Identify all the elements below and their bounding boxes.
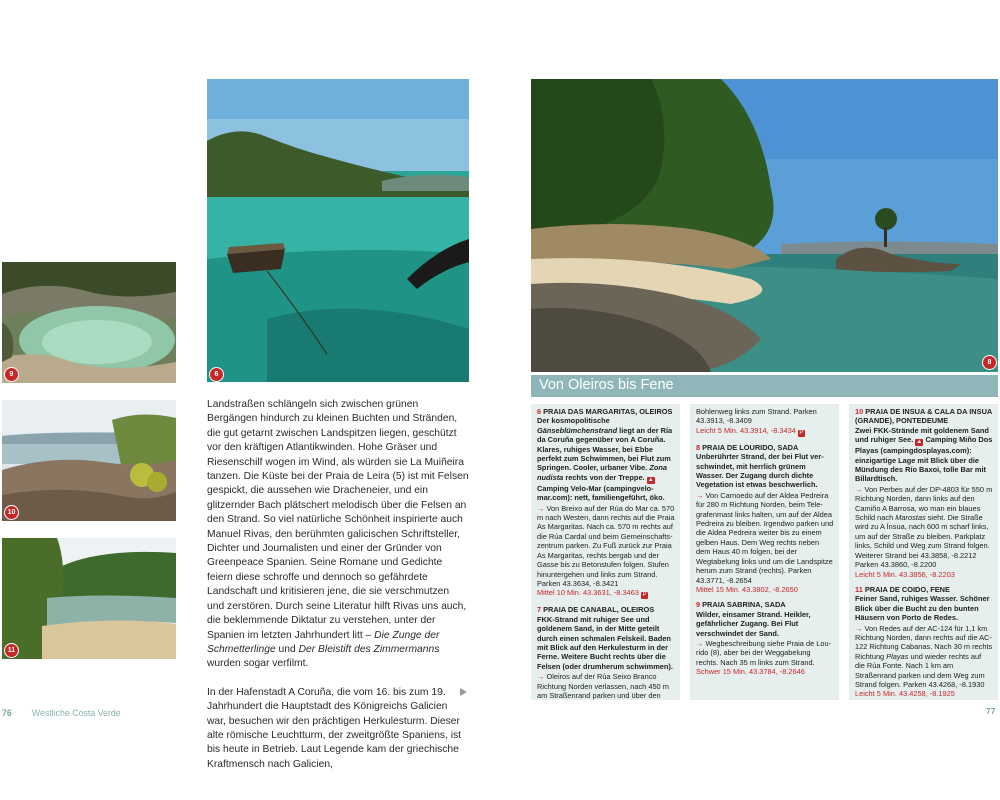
directions-text: Von Redes auf der AC-124 für 1,1 km Richtung Norden, dann rechts auf die AC-122 Richtung Cabanas. Nach 30 m rechts Richtung [855,623,993,661]
photo-badge: 6 [209,367,224,382]
entry-number: 9 [696,600,701,610]
body-text-run: Landstraßen schlängeln sich zwischen grünen Bergängen hindurch zu kleinen Buchten und Stränden, die gut getarnt zwischen Landspitzen liegen, geschützt vor den kräftigen Atlantikwinden. Hohe Gräser und Riesenschilf wogen im Wind, als würden sie La Muiñeira tanzen. Die Küste bei der Praia de Leira (5) ist mit Felsen gespickt, die aussehen wie Dracheneier, und ein glitzernder Bach plätschert melodisch über die Felsen an den Strand. So viel natürliche Schönheit inspirierte auch Manuel Rivas, den berühmten galicischen Schriftsteller, Dichter und Journalisten und einer der Gründer von Greenpeace Spanien. Seine Romane und Gedichte feiern diese schroffe und dennoch so gefährdete Landschaft und kritisieren jene, die sie verschmutzen und zerstören. Durch seine Literatur hilft Rivas uns auch, die beklemmende Diktatur zu verstehen, unter der Spanien im letzten Jahrhundert litt – [207,399,469,641]
photo-badge: 9 [4,367,19,382]
entry-text-italic: Marostas [895,513,926,523]
difficulty-text: Mittel 10 Min. 43.3631, -8.3463 [537,588,639,598]
directions-text: Von Perbes auf der DP-4803 für 550 m Richtung Norden, dann links auf den Camiño A Barrosa, wo man ein blaues Schild nach [855,484,993,523]
arrow-icon: → [537,503,545,513]
arrow-icon: → [696,490,704,500]
entry-number: 11 [855,584,863,594]
entry-description: Unberührter Strand, der bei Flut verschwindet, mit herrlich grünem Wasser. Der Zugang durch dichte Vegetation ist etwas beschwerlich. [696,452,824,490]
arrow-icon: → [855,623,863,633]
entry-text-italic: Zona nudista [537,463,668,482]
directions-text: Bohlenweg links zum Strand. Parken 43.3913, -8.3409 [696,407,817,426]
footer-left [2,708,121,718]
directions-text: und wieder rechts auf die Rúa Fonte. Nach 1 km am Straßenrand parken und dem Weg zum Strand folgen. Parken 43.4268, -8.1930 [855,651,985,689]
entry-difficulty: Mittel 15 Min. 43.3802, -8.2650 [696,584,798,594]
entry-text-run: Der kosmopolitische [537,416,610,426]
entry-description [537,416,675,502]
page-number-left: 76 [2,708,12,718]
camping-tent-icon: ▲ [647,476,654,483]
entry-text-italic: Gänseblümchenstrand [537,425,618,435]
entry-difficulty [537,588,675,599]
body-paragraph: In der Hafenstadt A Coruña, die vom 16. bis zum 19. Jahrhundert die Hauptstadt des Königreichs Galicien war, besuchen wir den prächtigen Herkulesturm. Dieser alte römische Leuchtturm, der zweitgrößte Spaniens, ist bis heute in Betrieb. Laut Legende kam der griechische Kraftmensch nach Galicien, [207,686,462,770]
entry-description: FKK-Strand mit ruhiger See und goldenem Sand, in der Mitte geteilt durch einen schmalen Felskeil. Baden mit Blick auf den Herkulesturm in der Ferne. Weitere Bucht rechts über die Felsen (oder drumherum schwimmen). [537,614,673,671]
entry-title: PRAIA DE INSUA & CALA DA INSUA (GRANDE), PONTEDEUME [855,407,992,426]
entry-text-run: rechts von der Treppe. [563,472,647,482]
photo-oleiros-coast [531,79,998,372]
entry-text-run: Zwei FKK-Strände mit goldenem Sand und ruhiger See. [855,425,989,445]
listing-column-1 [531,404,680,700]
listing-column-3 [849,404,998,700]
entry-title: PRAIA DAS MARGARITAS, OLEIROS [543,407,673,416]
arrow-icon: → [537,672,545,682]
entry-text-run: liegt an der Ría da Coruña gegenüber von A Coruña. Klares, ruhiges Wasser, bei Ebbe perfekt zum Schwimmen, bei Flut zum Springen. Cooler, urbaner Vibe. [537,425,673,473]
directions-text: sieht. Die Straße wird zu A Ínsua, nach 600 m scharf links, um auf der Straße zu bleiben. Parkplatz links. Schild und Weg zum Strand folgen. Weiterer Strand bei 43.3858, -8.2212 Parken 43.3860, -8.2200 [855,513,990,570]
section-banner [531,375,998,397]
parking-icon: P [642,592,647,599]
arrow-icon: → [696,638,704,648]
camping-info: Camping Velo-Mar (campingvelo-mar.com): nett, familiengeführt, öko. [537,483,665,503]
photo-badge: 8 [982,355,997,370]
camping-tent-icon: ▲ [916,439,923,446]
body-text-run: wurden sogar verfilmt. [207,658,309,670]
banner-title: Von Oleiros bis Fene [539,377,674,393]
body-paragraph [207,398,469,672]
difficulty-text: Leicht 5 Min. 43.3914, -8.3434 [696,425,796,435]
entry-text-italic: Playas [886,651,909,661]
entry-title: PRAIA DE LOURIDO, SADA [702,442,799,452]
entry-directions [696,639,834,667]
entry-heading [537,605,675,614]
photo-badge: 10 [4,505,19,520]
body-text-run: und [275,643,299,655]
page-number-right: 77 [986,706,996,716]
entry-directions [537,504,675,589]
directions-text: Von Breixo auf der Rúa do Mar ca. 570 m nach Westen, dann rechts auf die Praia As Margaritas. Nach ca. 570 m rechts auf die Rúa Cardal und beim Gemeinschaftszentrum parken. Zu Fuß zurück zur Praia As Margaritas, rechts bergab und der Gasse bis zu Betonstufen folgen. Stufen hinuntergehen und links zum Strand. Parken 43.3634, -8.3421 [537,503,675,588]
section-title: Westliche Costa Verde [31,708,121,718]
entry-heading [696,443,834,452]
photo-cove-sand [2,538,176,659]
entry-difficulty: Leicht 5 Min. 43.3856, -8.2203 [855,569,955,579]
photo-beach-pool [2,262,176,383]
entry-number: 8 [696,442,701,452]
photo-rocky-coast [2,400,176,521]
continue-arrow-icon [460,688,467,696]
entry-directions [696,491,834,585]
body-text [207,398,469,772]
entry-difficulty: Schwer 15 Min. 43.3784, -8.2646 [696,667,805,677]
entry-number: 6 [537,407,542,416]
entry-title: PRAIA DE COIDO, FENE [864,584,950,594]
listing-entry [696,600,834,676]
entry-difficulty: Leicht 5 Min. 43.4258, -8.1925 [855,689,955,699]
listing-column-2 [690,404,839,700]
book-title: Die Zunge der Schmetterlinge [207,629,440,655]
directions-text: Wegbeschreibung siehe Praia de Lourido (8), aber bei der Weggabelung rechts. Nach 35 m links zum Strand. [696,638,832,667]
directions-text: Von Carnoedo auf der Aldea Pedreira für 280 m Richtung Norden, beim Telegrafenmast links halten, um auf der Aldea Pedreira zu bleiben. Irgendwo parken und die Aldea Pedreira weiter bis zu einem gelben Haus. Dem Weg rechts neben dem Haus 40 m folgen, bei der Wegtabelung links und um die Landspitze herum zum Strand (rechts). Parken 43.3771, -8.2654 [696,490,834,585]
entry-directions [855,624,993,690]
book-title: Der Bleistift des Zimmermanns [298,643,440,655]
entry-heading [537,407,675,416]
directions-text: Oleiros auf der Rúa Seixo Branco Richtung Norden verlassen, nach 450 m am Straßenrand parken und über den [537,672,669,700]
entry-heading [696,600,834,609]
photo-badge: 11 [4,643,19,658]
entry-description: Wilder, einsamer Strand. Heikler, gefährlicher Zugang. Bei Flut verschwindet der Sand. [696,609,811,638]
entry-description: Feiner Sand, ruhiges Wasser. Schöner Blick über die Bucht zu den bunten Häusern von Porto de Redes. [855,594,990,623]
entry-number: 10 [855,407,864,416]
entry-number: 7 [537,605,542,615]
entry-heading [855,407,993,426]
entry-difficulty [696,426,834,437]
listing-entry-continued [696,407,834,437]
camping-info: Camping Miño Dos Playas (campingdosplayas.com): einzigartige Lage mit Blick über die Mündung des Río Baxoi, tolle Bar mit Billardtisch. [855,435,993,484]
entry-directions [537,672,675,700]
arrow-icon: → [855,484,863,494]
listing-entry [537,407,675,599]
entry-title: PRAIA DE CANABAL, OLEIROS [543,605,655,615]
parking-icon: P [799,429,804,436]
photo-boat-bay [207,79,469,382]
entry-directions [855,485,993,570]
listing-entry [537,605,675,700]
entry-heading [855,585,993,594]
listing-entry [696,443,834,595]
listing-entry [855,585,993,699]
entry-description [855,426,993,484]
entry-title: PRAIA SABRINA, SADA [702,600,786,610]
listing-entry [855,407,993,579]
